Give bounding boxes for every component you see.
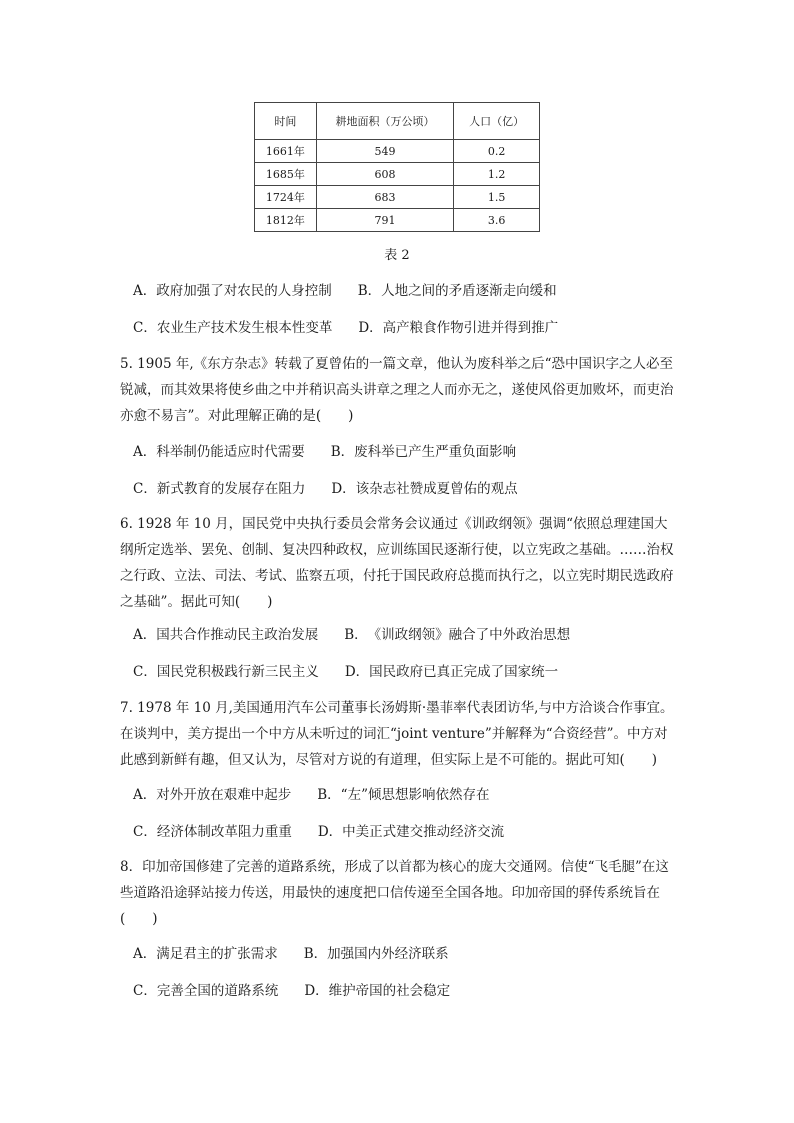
q8-options-row1 — [133, 942, 449, 962]
table-row — [255, 163, 540, 186]
q7-options-row2 — [133, 820, 504, 840]
q4-option-d[interactable]: D．高产粮食作物引进并得到推广 — [358, 320, 559, 336]
table-header-row — [255, 103, 540, 140]
table-caption: 表 2 — [384, 248, 410, 263]
q4-options-row1 — [133, 279, 557, 299]
q8-option-b[interactable]: B．加强国内外经济联系 — [303, 946, 449, 962]
q7-options-row1 — [133, 783, 489, 803]
q5-options-row2 — [133, 477, 518, 497]
table-cell: 1661年 — [255, 140, 317, 163]
q6-option-a[interactable]: A．国共合作推动民主政治发展 — [133, 627, 319, 643]
table-row — [255, 140, 540, 163]
q4-options-row2 — [133, 316, 558, 336]
q7-option-c[interactable]: C．经济体制改革阻力重重 — [133, 824, 292, 840]
q5-option-b[interactable]: B．废科举已产生严重负面影响 — [330, 444, 517, 460]
table-cell: 0.2 — [454, 140, 540, 163]
table-cell: 683 — [316, 186, 453, 209]
table-cell: 1.2 — [454, 163, 540, 186]
header-population: 人口（亿） — [454, 103, 540, 140]
q5-options-row1 — [133, 440, 516, 460]
question-6-stem: 6. 1928 年 10 月，国民党中央执行委员会常务会议通过《训政纲领》强调“依照总理建国大纲所定选举、罢免、创制、复决四种政权，应训练国民逐渐行使，以立宪政之基础。……治权之行政、立法、司法、考试、监察五项，付托于国民政府总揽而执行之，以立宪时期民选政府之基础”。据此可知( ) — [120, 516, 674, 610]
q4-option-b[interactable]: B．人地之间的矛盾逐渐走向缓和 — [357, 283, 557, 299]
header-farmland: 耕地面积（万公顷） — [316, 103, 453, 140]
q8-options-row2 — [133, 979, 450, 999]
farmland-population-table — [254, 102, 540, 232]
table-cell: 1724年 — [255, 186, 317, 209]
q4-option-c[interactable]: C．农业生产技术发生根本性变革 — [133, 320, 333, 336]
q5-option-c[interactable]: C．新式教育的发展存在阻力 — [133, 481, 306, 497]
q6-options-row1 — [133, 623, 570, 643]
question-7-stem: 7. 1978 年 10 月,美国通用汽车公司董事长汤姆斯·墨菲率代表团访华,与中方洽谈合作事宜。在谈判中，美方提出一个中方从未听过的词汇“joint venture”并解释为“合资经营”。中方对此感到新鲜有趣，但又认为，尽管对方说的有道理，但实际上是不可能的。据此可知( ) — [120, 700, 674, 768]
table-cell: 1812年 — [255, 209, 317, 232]
table-cell: 1685年 — [255, 163, 317, 186]
table-cell: 791 — [316, 209, 453, 232]
table-row — [255, 209, 540, 232]
q5-option-d[interactable]: D．该杂志社赞成夏曾佑的观点 — [331, 481, 518, 497]
q8-option-a[interactable]: A．满足君主的扩张需求 — [133, 946, 278, 962]
question-5-stem: 5. 1905 年,《东方杂志》转载了夏曾佑的一篇文章，他认为废科举之后“恐中国识字之人必至锐减，而其效果将使乡曲之中并稍识高头讲章之理之人而亦无之，遂使风俗更加败坏，而吏治亦愈不易言”。对此理解正确的是( ) — [120, 356, 674, 424]
table-cell: 1.5 — [454, 186, 540, 209]
q4-option-a[interactable]: A．政府加强了对农民的人身控制 — [133, 283, 332, 299]
q7-option-b[interactable]: B．“左”倾思想影响依然存在 — [317, 787, 490, 803]
q8-option-c[interactable]: C．完善全国的道路系统 — [133, 983, 279, 999]
header-time: 时间 — [255, 103, 317, 140]
q6-option-b[interactable]: B． 《训政纲领》融合了中外政治思想 — [344, 627, 571, 643]
q8-option-d[interactable]: D．维护帝国的社会稳定 — [304, 983, 451, 999]
table-cell: 608 — [316, 163, 453, 186]
q5-option-a[interactable]: A．科举制仍能适应时代需要 — [133, 444, 305, 460]
table-cell: 3.6 — [454, 209, 540, 232]
q7-option-d[interactable]: D．中美正式建交推动经济交流 — [317, 824, 505, 840]
q7-option-a[interactable]: A．对外开放在艰难中起步 — [133, 787, 292, 803]
table-cell: 549 — [316, 140, 453, 163]
q6-option-d[interactable]: D．国民政府已真正完成了国家统一 — [344, 664, 559, 680]
table-row — [255, 186, 540, 209]
q6-options-row2 — [133, 660, 558, 680]
q6-option-c[interactable]: C．国民党积极践行新三民主义 — [133, 664, 319, 680]
question-8-stem: 8．印加帝国修建了完善的道路系统，形成了以首都为核心的庞大交通网。信使“飞毛腿”在这些道路沿途驿站接力传送，用最快的速度把口信传递至全国各地。印加帝国的驿传系统旨在( ) — [120, 859, 669, 927]
